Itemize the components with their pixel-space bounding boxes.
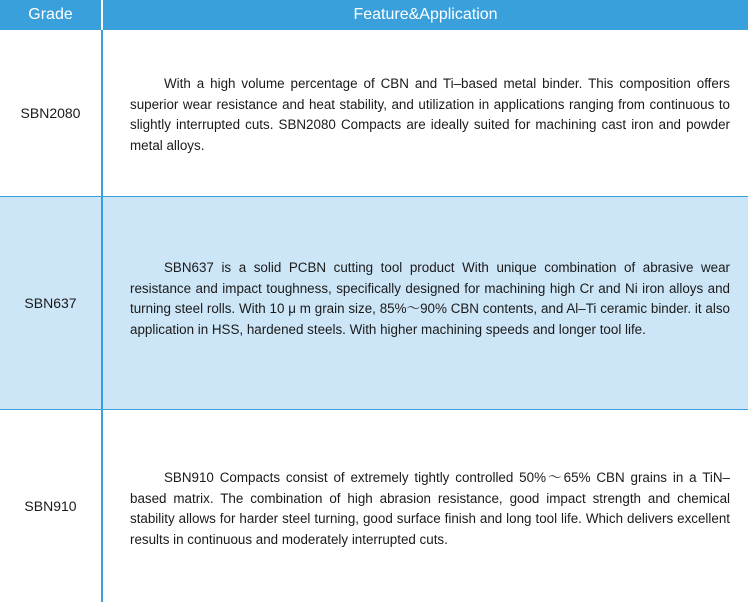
grade-cell: SBN2080 [20, 105, 81, 121]
header-grade: Grade [28, 6, 73, 23]
feature-cell [130, 410, 730, 602]
table-header [0, 0, 748, 30]
column-divider [101, 197, 103, 409]
column-divider [101, 30, 103, 196]
grade-cell: SBN910 [24, 498, 77, 514]
feature-cell [130, 197, 730, 409]
table-row [0, 197, 748, 410]
column-divider [101, 410, 103, 602]
table-row [0, 30, 748, 197]
header-feature: Feature&Application [353, 6, 498, 23]
feature-text: With a high volume percentage of CBN and Ti–based metal binder. This composition offers superior wear resistance and heat stability, and utilization in applications ranging from continuous to slightly interrupted cuts. SBN2080 Compacts are ideally suited for machining cast iron and powder metal alloys. [130, 76, 730, 153]
feature-text: SBN637 is a solid PCBN cutting tool product With unique combination of abrasive wear resistance and impact toughness, specifically designed for machining high Cr and Ni iron alloys and turning steel rolls. With 10 μ m grain size, 85%～90% CBN contents, and Al–Ti ceramic binder. it also application in HSS, hardened steels. With higher machining speeds and longer tool life. [130, 260, 730, 337]
table-row [0, 410, 748, 602]
feature-cell [130, 30, 730, 196]
grade-cell: SBN637 [24, 295, 77, 311]
feature-text: SBN910 Compacts consist of extremely tightly controlled 50%～65% CBN grains in a TiN–based matrix. The combination of high abrasion resistance, good impact strength and chemical stability allows for harder steel turning, good surface finish and long tool life. Which delivers excellent results in continuous and moderately interrupted cuts. [130, 470, 730, 547]
